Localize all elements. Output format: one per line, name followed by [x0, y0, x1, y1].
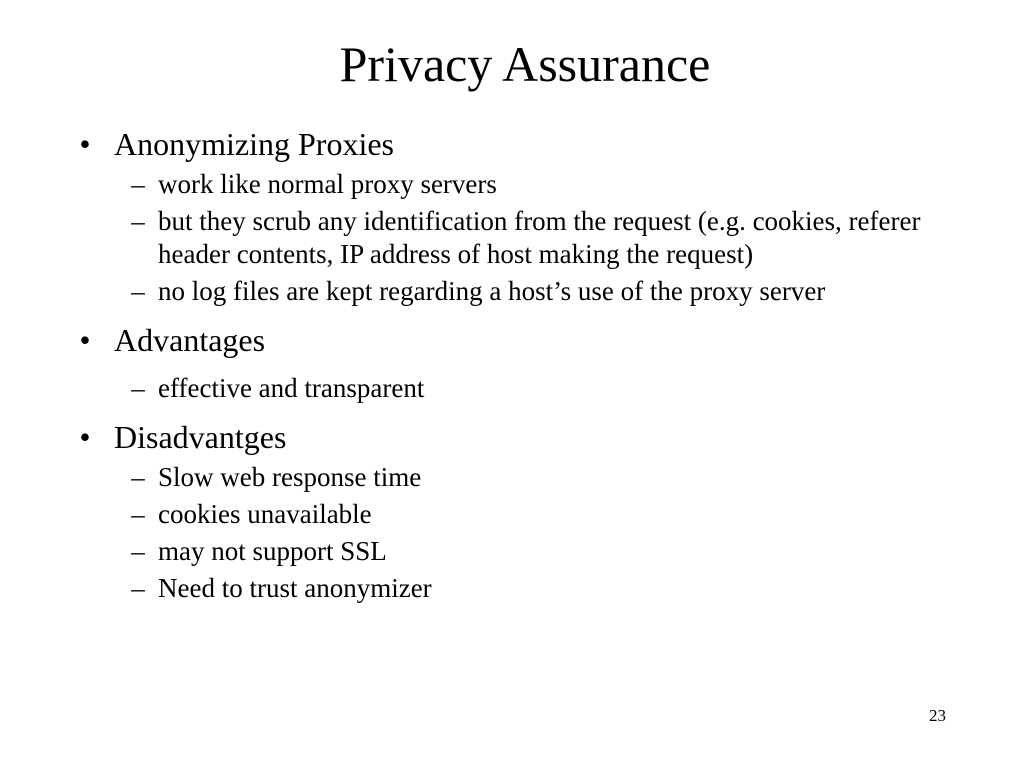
bullet-item	[70, 320, 950, 360]
bullet-icon: •	[79, 126, 91, 162]
sub-item-text: work like normal proxy servers	[158, 169, 497, 199]
sub-item-text: Need to trust anonymizer	[158, 573, 432, 603]
sub-item	[70, 275, 950, 308]
sub-item	[70, 572, 950, 605]
sub-item	[70, 168, 950, 201]
bullet-item	[70, 124, 950, 164]
sub-item-text: no log files are kept regarding a host’s use of the proxy server	[158, 276, 826, 306]
section-advantages	[70, 320, 950, 405]
bullet-heading: Anonymizing Proxies	[114, 126, 394, 162]
sub-item-text: effective and transparent	[158, 373, 425, 403]
slide-content	[70, 124, 950, 605]
slide-title: Privacy Assurance	[339, 36, 711, 92]
dash-icon: –	[131, 169, 145, 199]
sub-item	[70, 205, 950, 271]
page-number: 23	[929, 706, 946, 725]
bullet-item	[70, 417, 950, 457]
sub-item-text: Slow web response time	[158, 462, 422, 492]
dash-icon: –	[131, 206, 145, 236]
dash-icon: –	[131, 536, 145, 566]
sub-list	[70, 461, 950, 605]
sub-item	[70, 461, 950, 494]
sub-item	[70, 498, 950, 531]
sub-item-text: but they scrub any identification from the request (e.g. cookies, referer header contents, IP address of host making the request)	[158, 206, 921, 269]
bullet-heading: Advantages	[114, 322, 266, 358]
bullet-icon: •	[79, 322, 91, 358]
sub-item-text: may not support SSL	[158, 536, 387, 566]
section-disadvantages	[70, 417, 950, 605]
sub-item	[70, 372, 950, 405]
section-anonymizing-proxies	[70, 124, 950, 308]
bullet-heading: Disadvantges	[114, 419, 287, 455]
sub-item-text: cookies unavailable	[158, 499, 372, 529]
dash-icon: –	[131, 462, 145, 492]
sub-item	[70, 535, 950, 568]
dash-icon: –	[131, 276, 145, 306]
sub-list	[70, 168, 950, 308]
dash-icon: –	[131, 373, 145, 403]
sub-list	[70, 372, 950, 405]
dash-icon: –	[131, 499, 145, 529]
bullet-icon: •	[79, 419, 91, 455]
dash-icon: –	[131, 573, 145, 603]
